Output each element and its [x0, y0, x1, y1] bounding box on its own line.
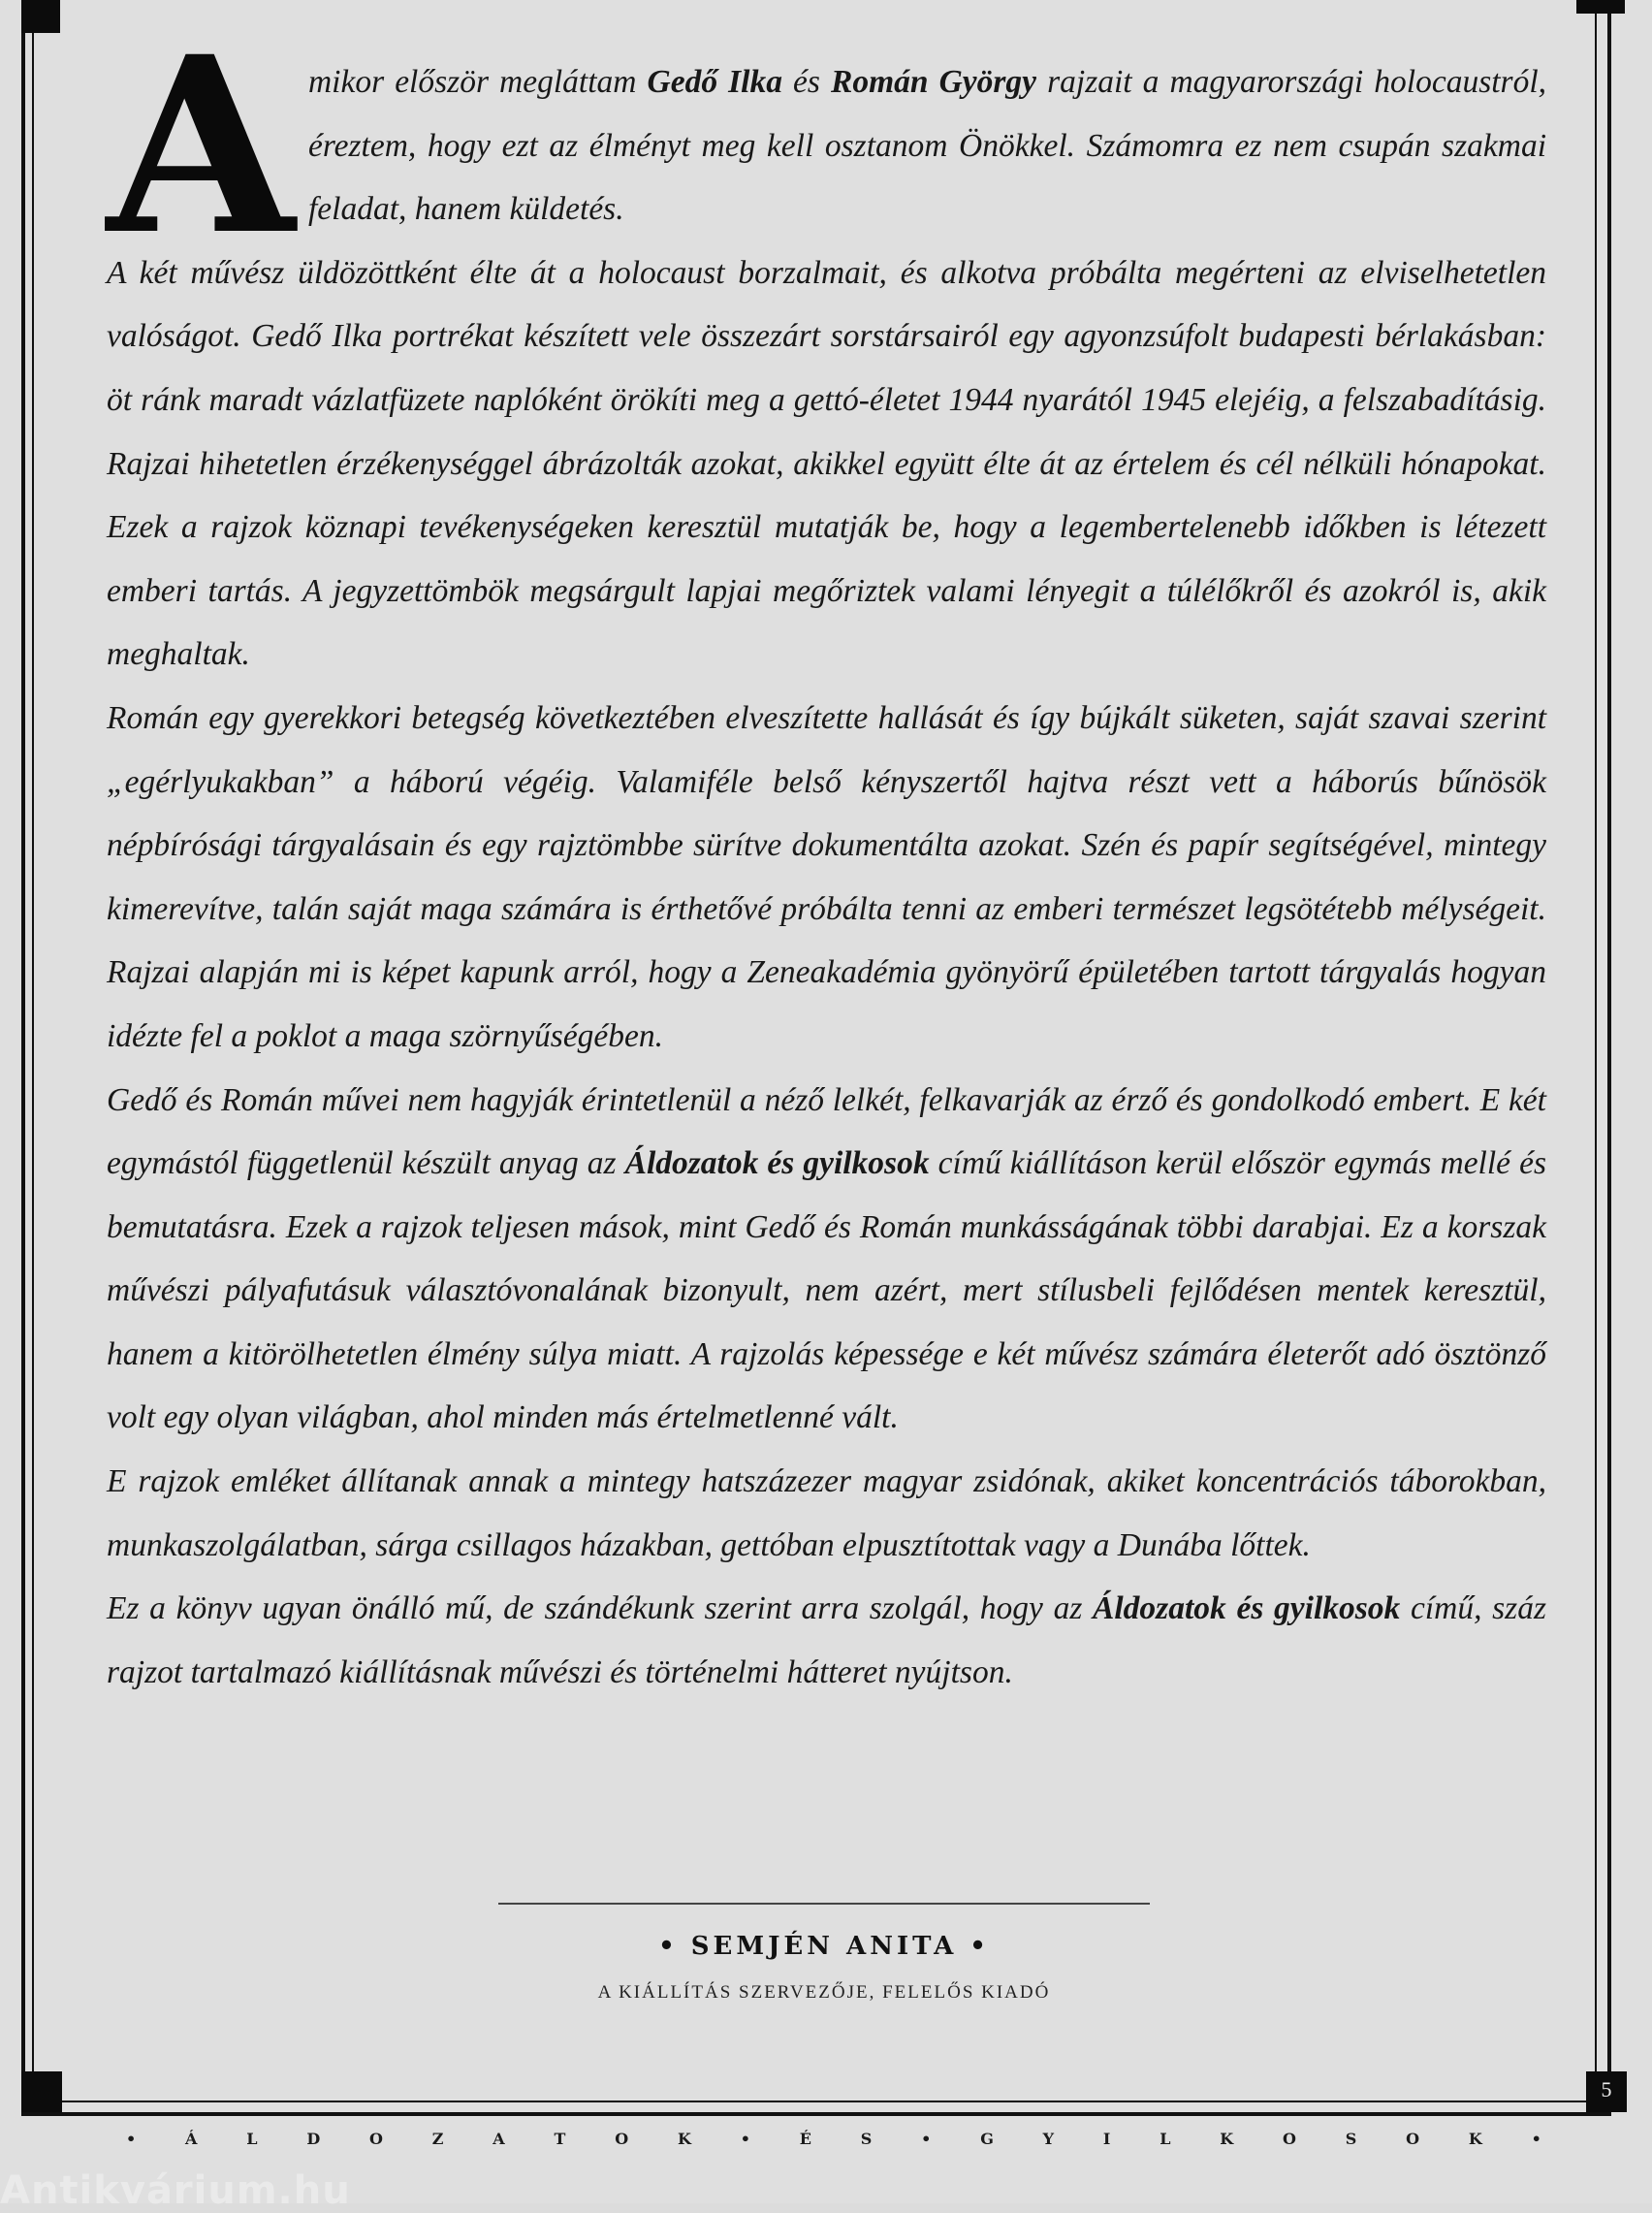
- footer-letter: L: [1160, 2130, 1171, 2148]
- text-run: és: [781, 64, 831, 100]
- text-run: Román egy gyerekkori betegség következtében elveszítette hallását és így bújkált süketen, saját szavai szerint „egérlyukakban” a háború végéig. Valamiféle belső kényszertől hajtva részt vett a háborús bűnösök népbírósági tárgyalásain és egy rajztömbbe sürítve dokumentálta azokat. Szén és papír segítségével, mintegy kimerevítve, talán saját maga számára is érthetővé próbálta tenni az emberi természet legsötétebb mélységeit. Rajzai alapján mi is képet kapunk arról, hogy a Zeneakadémia gyönyörű épületében tartott tárgyalás hogyan idézte fel a poklot a maga szörnyűségében.: [107, 699, 1546, 1054]
- footer-letter: D: [306, 2130, 321, 2148]
- page-number: 5: [1601, 2077, 1612, 2101]
- bold-phrase: Áldozatok és gyilkosok: [1093, 1590, 1401, 1627]
- text-run: című kiállításon kerül először egymás mellé és bemutatásra. Ezek a rajzok teljesen mások, mint Gedő és Román munkásságának többi darabjai. Ez a korszak művészi pályafutásuk választóvonalának bizonyult, nem azért, mert stílusbeli fejlődésen mentek keresztül, hanem a kitörölhetetlen élmény súlya miatt. A rajzolás képessége e két művész számára életerőt adó ösztönző volt egy olyan világban, ahol minden más értelmetlenné vált.: [107, 1145, 1546, 1436]
- footer-letter: K: [1220, 2130, 1234, 2148]
- footer-letter: Á: [185, 2130, 198, 2148]
- signature-divider: [498, 1903, 1150, 1905]
- footer-letter: O: [1406, 2130, 1420, 2148]
- bold-phrase: Gedő Ilka: [647, 64, 782, 100]
- paragraph: [107, 1450, 1546, 1577]
- footer-letter: •: [126, 2130, 137, 2148]
- drop-cap: A: [107, 3, 291, 288]
- footer-letter: •: [740, 2130, 750, 2148]
- footer-letter: O: [1282, 2130, 1296, 2148]
- text-run: Gedő és Román művei nem hagyják érintetlenül a néző lelkét, felkavarják az érző és gondolkodó embert. E két egymástól függetlenül készült anyag az: [107, 1081, 1546, 1182]
- author-name: • SEMJÉN ANITA •: [658, 1932, 990, 1961]
- foreword-text: [107, 3, 1547, 1704]
- footer-letter: •: [921, 2130, 932, 2148]
- footer-letter: O: [369, 2130, 383, 2148]
- bold-phrase: Áldozatok és gyilkosok: [624, 1145, 930, 1182]
- footer-letter: Y: [1042, 2130, 1055, 2148]
- text-run: című, száz rajzot tartalmazó kiállításnak művészi és történelmi hátteret nyújtson.: [107, 1590, 1546, 1690]
- footer-letter: Z: [431, 2130, 444, 2148]
- watermark: Antikvárium.hu: [0, 2168, 351, 2213]
- footer-letter: É: [799, 2130, 811, 2148]
- text-run: E rajzok emléket állítanak annak a mintegy hatszázezer magyar zsidónak, akiket koncentrációs táborokban, munkaszolgálatban, sárga csillagos házakban, gettóban elpusztítottak vagy a Dunába lőttek.: [107, 1463, 1546, 1563]
- paragraph: [107, 3, 1547, 288]
- bold-phrase: Román György: [831, 64, 1037, 100]
- corner-ornament-top-left: [21, 0, 60, 33]
- corner-ornament-bottom-left: [21, 2071, 62, 2112]
- footer-letter: S: [860, 2130, 873, 2148]
- footer-letter: O: [615, 2130, 629, 2148]
- footer-letter: I: [1102, 2130, 1111, 2148]
- footer-letter: •: [1531, 2130, 1541, 2148]
- footer-letter: G: [980, 2130, 994, 2148]
- footer-letter: L: [246, 2130, 258, 2148]
- author-role: A KIÁLLÍTÁS SZERVEZŐJE, FELELŐS KIADÓ: [597, 1982, 1051, 2003]
- text-run: A két művész üldözöttként élte át a holocaust borzalmait, és alkotva próbálta megérteni az elviselhetetlen valóságot. Gedő Ilka portrékat készített vele összezárt sorstársairól egy agyonzsúfolt budapesti bérlakásban: öt ránk maradt vázlatfüzete naplóként örökíti meg a gettó-életet 1944 nyarától 1945 elejéig, a felszabadításig. Rajzai hihetetlen érzékenységgel ábrázolták azokat, akikkel együtt élte át az értelem és cél nélküli hónapokat. Ezek a rajzok köznapi tevékenységeken keresztül mutatják be, hogy a legembertelenebb időkben is létezett emberi tartás. A jegyzettömbök megsárgult lapjai megőriztek valami lényegit a túlélőkről és azokról is, akik meghaltak.: [107, 254, 1546, 673]
- footer-letter: K: [1468, 2130, 1482, 2148]
- footer-letter: A: [492, 2130, 505, 2148]
- text-run: rajzait a magyarországi holocaustról, éreztem, hogy ezt az élményt meg kell osztanom Önökkel. Számomra ez nem csupán szakmai feladat, hanem küldetés.: [307, 64, 1547, 228]
- footer-letter: T: [554, 2130, 566, 2148]
- paragraph: [107, 1577, 1546, 1704]
- footer-letter: K: [677, 2130, 691, 2148]
- paragraph: [107, 687, 1546, 1069]
- text-run: mikor először megláttam: [307, 64, 648, 100]
- text-run: Ez a könyv ugyan önálló mű, de szándékunk szerint arra szolgál, hogy az: [107, 1590, 1094, 1627]
- paragraph: [107, 241, 1546, 687]
- footer-letter: S: [1345, 2130, 1357, 2148]
- running-footer-title: [126, 2130, 1541, 2148]
- corner-ornament-top-right: [1576, 0, 1625, 14]
- paragraph: [107, 1069, 1546, 1451]
